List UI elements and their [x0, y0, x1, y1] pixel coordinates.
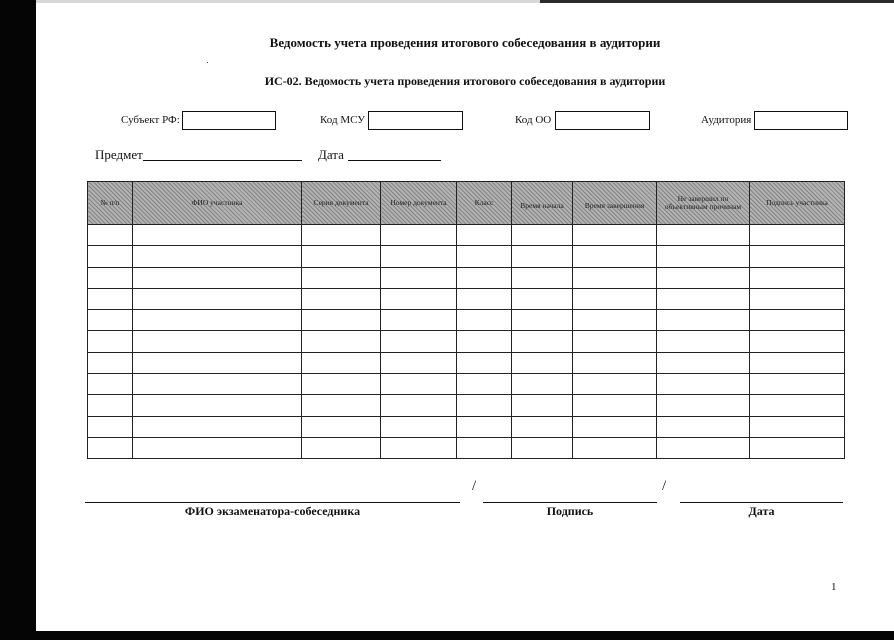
table-cell[interactable] — [573, 225, 657, 246]
table-cell[interactable] — [573, 288, 657, 309]
col-number-header: № п/п — [88, 182, 133, 225]
record-table — [87, 181, 845, 459]
subject-matter-label: Предмет — [95, 147, 143, 162]
table-cell[interactable] — [381, 225, 457, 246]
table-cell[interactable] — [512, 416, 573, 437]
table-cell[interactable] — [88, 331, 133, 352]
table-cell[interactable] — [302, 331, 381, 352]
col-signature-header: Подпись участника — [750, 182, 845, 225]
table-cell[interactable] — [573, 310, 657, 331]
table-cell[interactable] — [133, 374, 302, 395]
table-cell[interactable] — [88, 246, 133, 267]
scan-speck — [207, 62, 208, 63]
table-cell[interactable] — [302, 310, 381, 331]
table-cell[interactable] — [381, 416, 457, 437]
msu-label: Код МСУ — [320, 114, 366, 126]
signature-label: Подпись — [546, 504, 594, 518]
col-doc-number-header: Номер документа — [381, 182, 457, 225]
date-label: Дата — [318, 147, 344, 162]
table-cell[interactable] — [750, 395, 845, 416]
table-cell[interactable] — [88, 288, 133, 309]
table-cell[interactable] — [457, 288, 512, 309]
table-cell[interactable] — [512, 374, 573, 395]
document-title: Ведомость учета проведения итогового собеседования в аудитории — [269, 35, 661, 50]
table-cell[interactable] — [512, 395, 573, 416]
auditorium-label: Аудитория — [701, 114, 752, 126]
table-cell[interactable] — [133, 225, 302, 246]
table-cell[interactable] — [133, 416, 302, 437]
subject-matter-line[interactable] — [143, 160, 302, 161]
table-cell[interactable] — [302, 395, 381, 416]
table-cell[interactable] — [657, 267, 750, 288]
table-cell[interactable] — [750, 416, 845, 437]
table-cell[interactable] — [573, 246, 657, 267]
table-cell[interactable] — [512, 267, 573, 288]
table-cell[interactable] — [657, 395, 750, 416]
examiner-name-line[interactable] — [85, 502, 460, 503]
separator-slash-1: / — [472, 478, 477, 494]
scan-edge-bottom — [0, 631, 894, 640]
table-cell[interactable] — [573, 267, 657, 288]
table-cell[interactable] — [302, 246, 381, 267]
table-row — [88, 416, 845, 437]
table-cell[interactable] — [573, 352, 657, 373]
table-cell[interactable] — [457, 395, 512, 416]
col-end-time-header: Время завершения — [573, 182, 657, 225]
table-cell[interactable] — [381, 331, 457, 352]
signature-date-label: Дата — [748, 504, 775, 518]
table-cell[interactable] — [657, 331, 750, 352]
table-cell[interactable] — [457, 310, 512, 331]
table-row — [88, 246, 845, 267]
table-cell[interactable] — [573, 395, 657, 416]
table-cell[interactable] — [750, 310, 845, 331]
table-cell[interactable] — [457, 352, 512, 373]
table-cell[interactable] — [381, 310, 457, 331]
table-cell[interactable] — [457, 331, 512, 352]
table-cell[interactable] — [657, 246, 750, 267]
table-cell[interactable] — [381, 437, 457, 458]
table-cell[interactable] — [750, 267, 845, 288]
document-subtitle: ИС-02. Ведомость учета проведения итогового собеседования в аудитории — [264, 74, 666, 88]
col-start-time-header: Время начала — [512, 182, 573, 225]
table-cell[interactable] — [88, 395, 133, 416]
table-cell[interactable] — [457, 374, 512, 395]
table-cell[interactable] — [657, 416, 750, 437]
table-row — [88, 352, 845, 373]
msu-field[interactable] — [368, 111, 463, 130]
table-cell[interactable] — [88, 437, 133, 458]
table-cell[interactable] — [657, 374, 750, 395]
table-cell[interactable] — [750, 288, 845, 309]
signature-date-line[interactable] — [680, 502, 843, 503]
table-cell[interactable] — [302, 352, 381, 373]
oo-field[interactable] — [555, 111, 650, 130]
separator-slash-2: / — [662, 478, 667, 494]
table-cell[interactable] — [573, 416, 657, 437]
table-cell[interactable] — [302, 267, 381, 288]
table-body — [88, 225, 845, 459]
table-cell[interactable] — [750, 246, 845, 267]
col-participant-name-header: ФИО участника — [133, 182, 302, 225]
table-cell[interactable] — [381, 267, 457, 288]
examiner-name-label: ФИО экзаменатора-собеседника — [184, 504, 361, 518]
table-cell[interactable] — [133, 310, 302, 331]
table-cell[interactable] — [457, 437, 512, 458]
subject-label: Субъект РФ: — [121, 114, 180, 126]
table-cell[interactable] — [381, 374, 457, 395]
table-cell[interactable] — [302, 225, 381, 246]
table-cell[interactable] — [573, 374, 657, 395]
table-cell[interactable] — [88, 416, 133, 437]
date-line[interactable] — [348, 160, 441, 161]
table-row — [88, 395, 845, 416]
table-cell[interactable] — [512, 437, 573, 458]
table-cell[interactable] — [512, 331, 573, 352]
table-cell[interactable] — [573, 437, 657, 458]
table-cell[interactable] — [512, 225, 573, 246]
table-cell[interactable] — [657, 225, 750, 246]
table-cell[interactable] — [457, 416, 512, 437]
table-row — [88, 310, 845, 331]
table-cell[interactable] — [88, 374, 133, 395]
table-cell[interactable] — [133, 395, 302, 416]
table-row — [88, 225, 845, 246]
scan-edge-top-dark — [540, 0, 894, 3]
oo-label: Код ОО — [515, 114, 552, 126]
table-cell[interactable] — [512, 288, 573, 309]
col-class-header: Класс — [457, 182, 512, 225]
table-cell[interactable] — [457, 225, 512, 246]
table-row — [88, 267, 845, 288]
table-cell[interactable] — [750, 437, 845, 458]
col-doc-series-header: Серия документа — [302, 182, 381, 225]
table-cell[interactable] — [457, 246, 512, 267]
page-number: 1 — [831, 581, 837, 593]
table-cell[interactable] — [512, 310, 573, 331]
table-row — [88, 437, 845, 458]
table-cell[interactable] — [657, 437, 750, 458]
auditorium-field[interactable] — [754, 111, 848, 130]
table-row — [88, 374, 845, 395]
table-cell[interactable] — [381, 288, 457, 309]
subject-field[interactable] — [182, 111, 276, 130]
table-cell[interactable] — [457, 267, 512, 288]
table-cell[interactable] — [657, 310, 750, 331]
table-row — [88, 331, 845, 352]
table-cell[interactable] — [657, 352, 750, 373]
table-cell[interactable] — [750, 374, 845, 395]
table-cell[interactable] — [381, 395, 457, 416]
table-cell[interactable] — [750, 331, 845, 352]
table-cell[interactable] — [512, 352, 573, 373]
table-header-row — [88, 182, 845, 225]
scan-edge-left — [0, 0, 36, 640]
table-cell[interactable] — [133, 352, 302, 373]
table-cell[interactable] — [133, 437, 302, 458]
signature-line[interactable] — [483, 502, 657, 503]
table-row — [88, 288, 845, 309]
table-cell[interactable] — [88, 225, 133, 246]
table-cell[interactable] — [573, 331, 657, 352]
table-cell[interactable] — [133, 331, 302, 352]
table-cell[interactable] — [381, 352, 457, 373]
table-cell[interactable] — [302, 374, 381, 395]
table-cell[interactable] — [657, 288, 750, 309]
table-cell[interactable] — [750, 225, 845, 246]
table-cell[interactable] — [381, 246, 457, 267]
table-cell[interactable] — [133, 288, 302, 309]
table-cell[interactable] — [302, 288, 381, 309]
table-cell[interactable] — [88, 352, 133, 373]
table-cell[interactable] — [750, 352, 845, 373]
table-cell[interactable] — [302, 437, 381, 458]
table-cell[interactable] — [302, 416, 381, 437]
table-cell[interactable] — [133, 246, 302, 267]
table-cell[interactable] — [512, 246, 573, 267]
table-cell[interactable] — [133, 267, 302, 288]
col-not-finished-header: Не завершил по объективным причинам — [657, 182, 750, 225]
table-cell[interactable] — [88, 267, 133, 288]
table-cell[interactable] — [88, 310, 133, 331]
